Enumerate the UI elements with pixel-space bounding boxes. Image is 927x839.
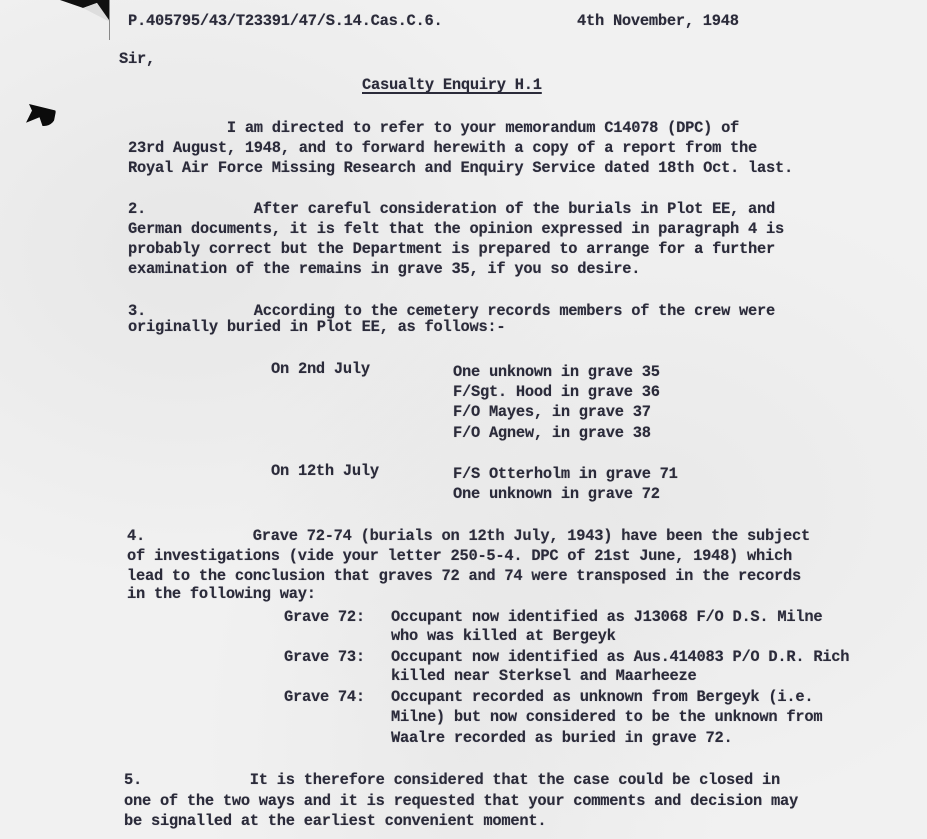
grave-label: Grave 73: — [284, 648, 365, 666]
p2-line-4: examination of the remains in grave 35, if you so desire. — [128, 260, 641, 278]
burial-entry: One unknown in grave 72 — [453, 485, 660, 503]
p5-line-2: one of the two ways and it is requested that your comments and decision may — [124, 792, 798, 810]
p5-line-1: 5. It is therefore considered that the case could be closed in — [124, 771, 780, 789]
grave-detail: Occupant now identified as Aus.414083 P/O D.R. Rich — [391, 648, 850, 666]
p4-line-3: lead to the conclusion that graves 72 and 74 were transposed in the records — [127, 567, 801, 585]
p4-line-1: 4. Grave 72-74 (burials on 12th July, 1943) have been the subject — [127, 527, 810, 545]
p3-line-1: 3. According to the cemetery records members of the crew were — [128, 302, 775, 320]
p2-line-2: German documents, it is felt that the opinion expressed in paragraph 4 is — [128, 220, 784, 238]
p2-line-1: 2. After careful consideration of the burials in Plot EE, and — [128, 200, 775, 218]
p1-line-3: Royal Air Force Missing Research and Enquiry Service dated 18th Oct. last. — [128, 159, 793, 177]
grave-detail: killed near Sterksel and Maarheeze — [391, 667, 697, 685]
p4-line-4: in the following way: — [127, 585, 316, 603]
burial-entry: F/Sgt. Hood in grave 36 — [453, 383, 660, 401]
burial-entry: F/O Mayes, in grave 37 — [453, 403, 651, 421]
burial-entry: F/O Agnew, in grave 38 — [453, 424, 651, 442]
letter-title: Casualty Enquiry H.1 — [362, 76, 542, 94]
p1-line-1: I am directed to refer to your memorandum C14078 (DPC) of — [128, 119, 740, 137]
reference-number: P.405795/43/T23391/47/S.14.Cas.C.6. — [128, 12, 443, 30]
salutation: Sir, — [119, 50, 155, 68]
grave-detail: Waalre recorded as buried in grave 72. — [391, 729, 733, 747]
burial-entry: F/S Otterholm in grave 71 — [453, 465, 678, 483]
p5-line-3: be signalled at the earliest convenient moment. — [124, 812, 547, 830]
p4-line-2: of investigations (vide your letter 250-5-4. DPC of 21st June, 1948) which — [127, 547, 792, 565]
p1-line-2: 23rd August, 1948, and to forward herewith a copy of a report from the — [128, 139, 758, 157]
grave-detail: Occupant recorded as unknown from Bergeyk (i.e. — [391, 688, 814, 706]
p3-line-2: originally buried in Plot EE, as follows:- — [128, 318, 506, 336]
page-edge — [109, 0, 110, 40]
grave-label: Grave 74: — [284, 688, 365, 706]
grave-detail: Occupant now identified as J13068 F/O D.S. Milne — [391, 608, 823, 626]
grave-detail: who was killed at Bergeyk — [391, 627, 616, 645]
grave-detail: Milne) but now considered to be the unknown from — [391, 708, 823, 726]
burial-group-1-label: On 2nd July — [271, 360, 370, 378]
grave-label: Grave 72: — [284, 608, 365, 626]
burial-entry: One unknown in grave 35 — [453, 363, 660, 381]
letter-date: 4th November, 1948 — [577, 12, 739, 30]
p2-line-3: probably correct but the Department is prepared to arrange for a further — [128, 240, 775, 258]
ink-blot — [26, 104, 56, 126]
burial-group-2-label: On 12th July — [271, 462, 379, 480]
